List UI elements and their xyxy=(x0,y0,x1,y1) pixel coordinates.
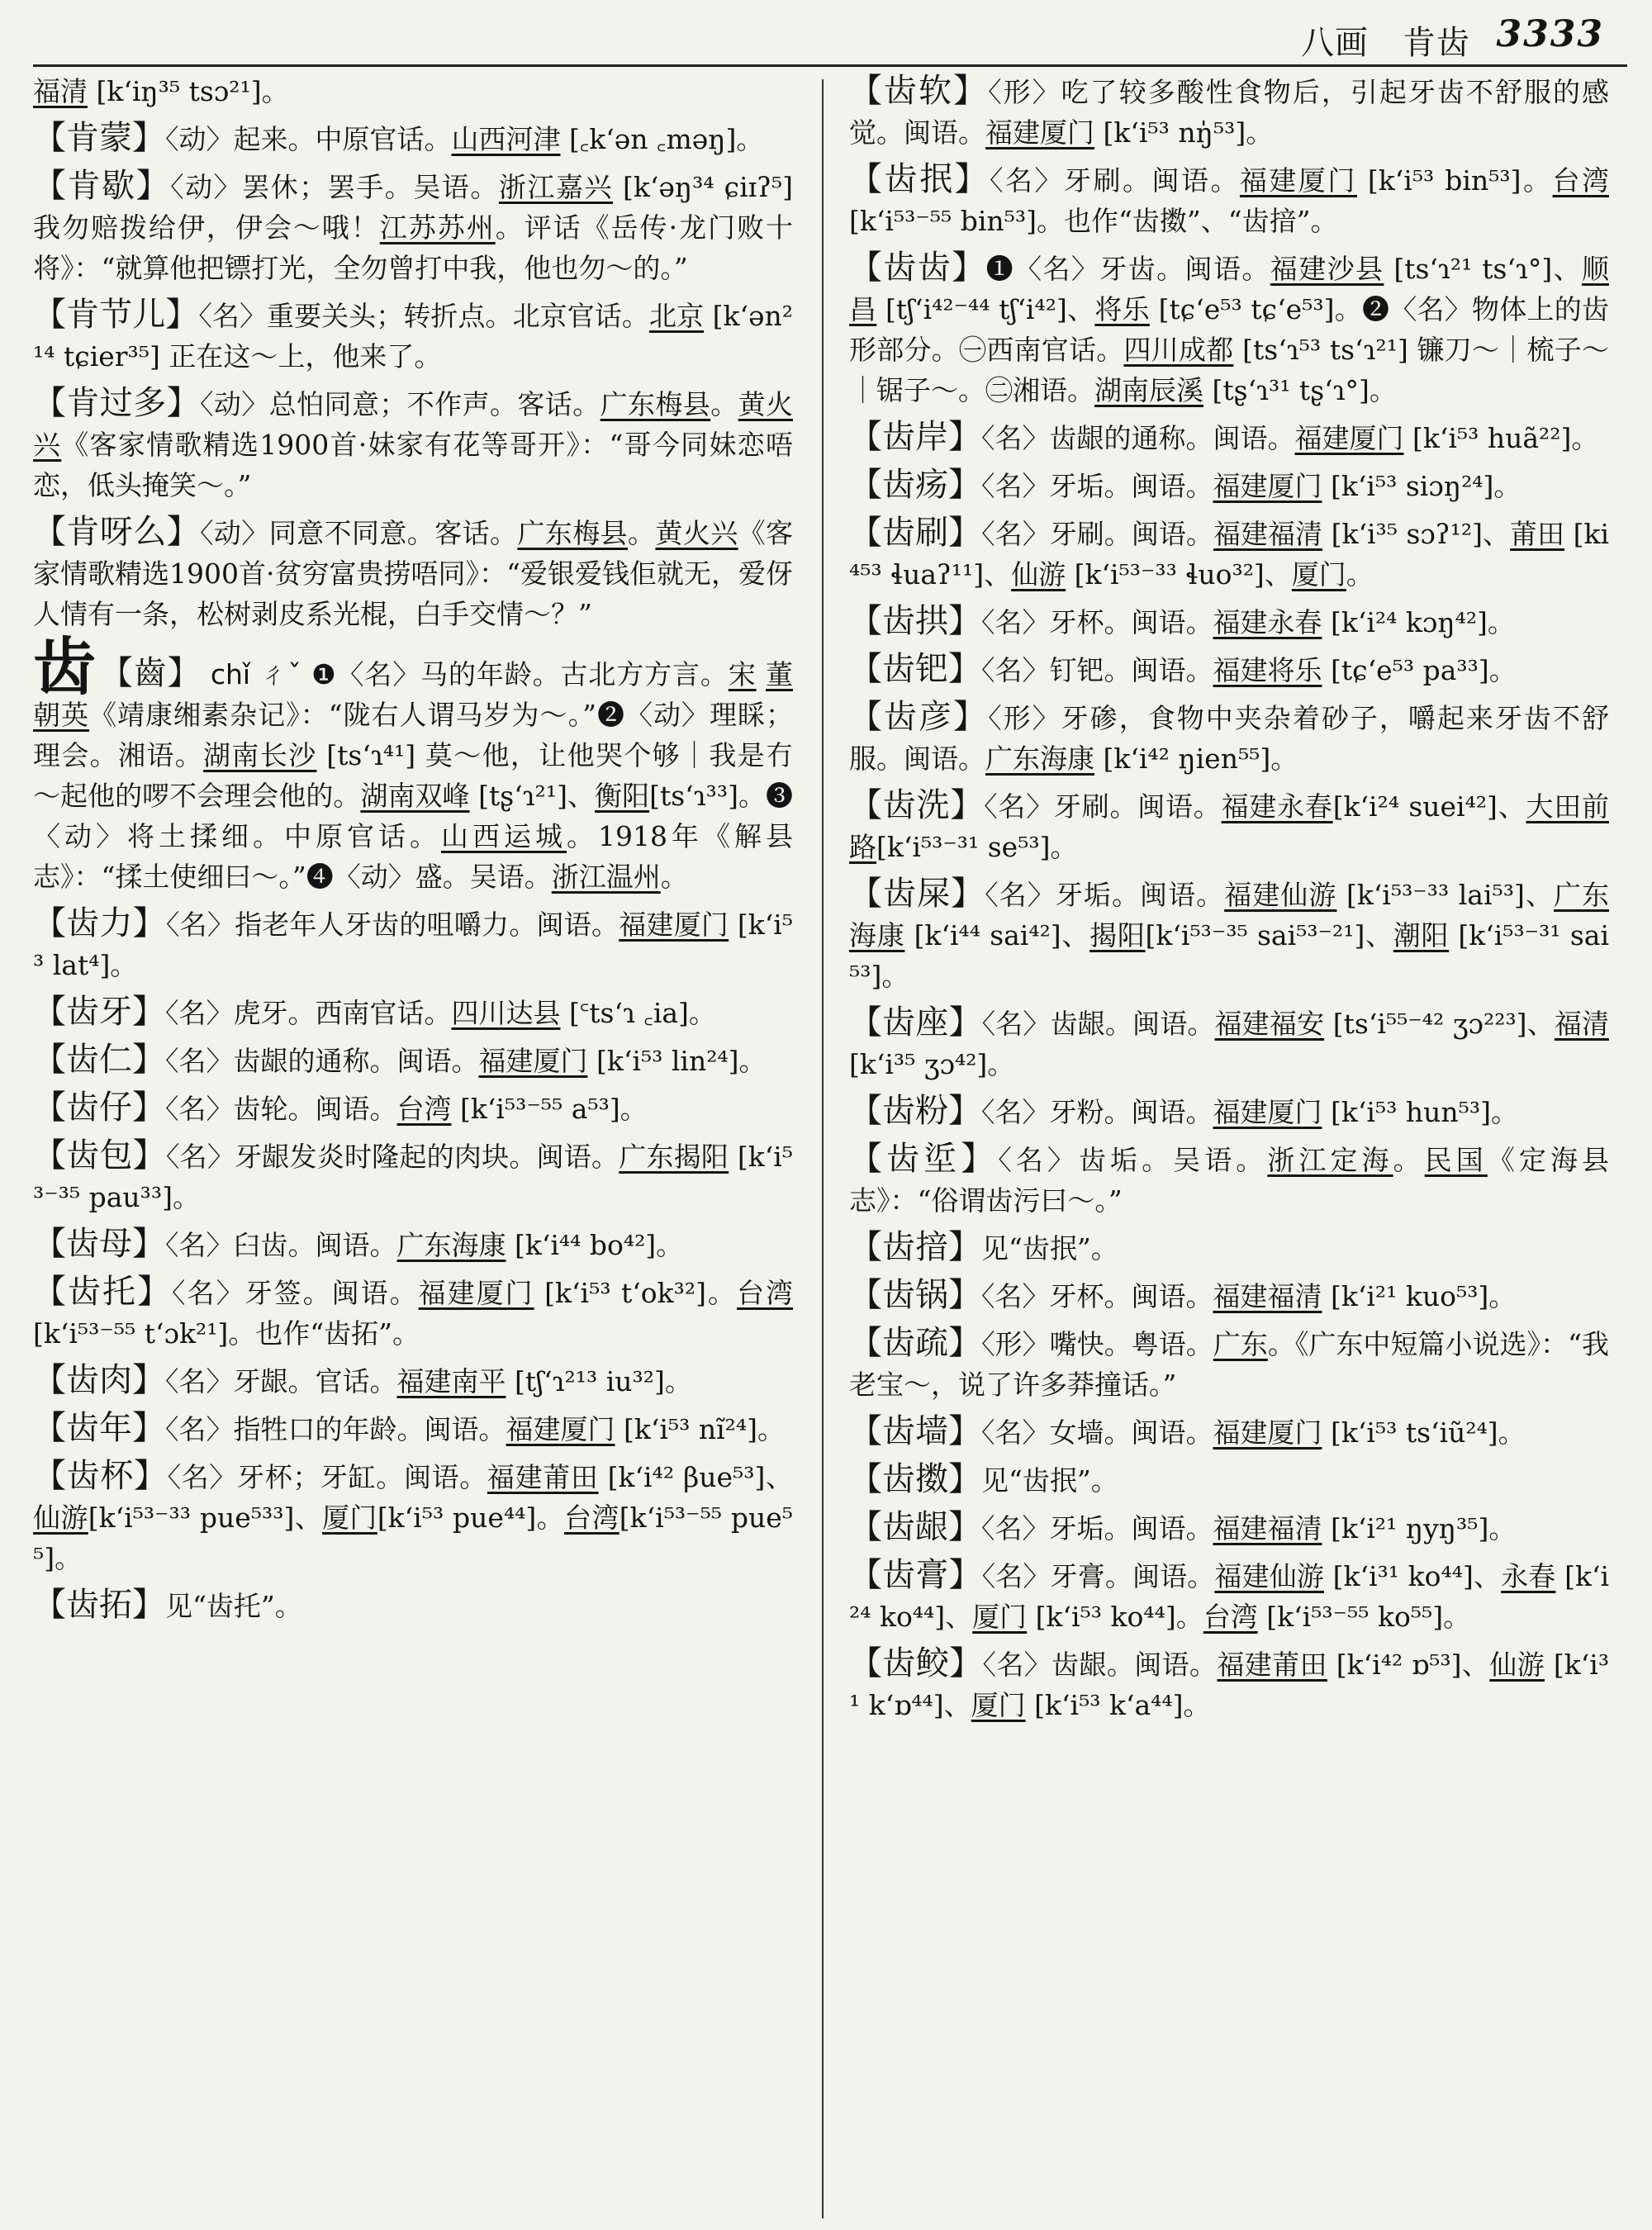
entry-text: [k‘i²⁴ ko⁴⁴]、 xyxy=(849,1560,1609,1633)
place-name: 福建福安 xyxy=(1214,1008,1325,1040)
entry-headword: 【齿拓】 xyxy=(33,1586,165,1624)
entry-text: [k‘i⁵³ k‘a⁴⁴]。 xyxy=(1025,1689,1211,1721)
place-name: 浙江嘉兴 xyxy=(498,171,614,203)
entry-headword: 【齿软】 xyxy=(849,72,989,110)
place-name: 福建福清 xyxy=(1213,1280,1322,1312)
entry-text: 。1918年《解县志》：“揉土使细曰～。”❹〈动〉盛。吴语。 xyxy=(33,820,793,893)
place-name: 福建莆田 xyxy=(1217,1649,1327,1681)
column-divider xyxy=(822,79,824,2218)
dictionary-entry xyxy=(849,1003,1609,1084)
place-name: 厦门 xyxy=(1291,558,1346,591)
place-name: 台湾 xyxy=(737,1277,793,1309)
entry-headword: 【齒】 xyxy=(99,654,202,692)
entry-text: 〈名〉牙龈。官话。 xyxy=(165,1365,397,1397)
dictionary-entry xyxy=(849,417,1609,458)
entry-headword: 【肯蒙】 xyxy=(33,119,165,157)
place-name: 四川达县 xyxy=(451,997,561,1029)
entry-headword: 【肯歇】 xyxy=(33,167,171,205)
place-name: 福建仙游 xyxy=(1224,879,1337,911)
entry-headword: 【齿洗】 xyxy=(849,786,985,824)
entry-text: 〈名〉牙杯。闽语。 xyxy=(981,1280,1213,1312)
entry-text: [tʃ‘i⁴²⁻⁴⁴ tʃ‘i⁴²]、 xyxy=(876,293,1095,325)
dictionary-entry xyxy=(849,248,1609,410)
place-name: 顺昌 xyxy=(849,253,1609,325)
dictionary-entry xyxy=(33,1088,793,1129)
entry-headword: 【肯过多】 xyxy=(33,384,201,422)
dictionary-entry xyxy=(849,785,1609,867)
entry-text: [k‘i⁴² ŋien⁵⁵]。 xyxy=(1094,743,1298,775)
entry-text: [k‘i⁴² βue⁵³]、 xyxy=(598,1461,793,1493)
place-name: 将乐 xyxy=(1094,293,1150,325)
entry-headword: 【齿仔】 xyxy=(33,1089,165,1127)
place-name: 广东海康 xyxy=(985,743,1094,775)
dictionary-entry xyxy=(33,383,793,505)
entry-text: [k‘i³¹ ko⁴⁴]、 xyxy=(1324,1560,1502,1592)
page-number: 3333 xyxy=(1496,13,1604,55)
dictionary-entry xyxy=(33,166,793,288)
place-name: 福建沙县 xyxy=(1270,253,1384,285)
entry-text: 《定海县志》：“俗谓齿污曰～。” xyxy=(849,1144,1609,1217)
place-name: 民国 xyxy=(1424,1144,1488,1176)
dictionary-entry xyxy=(33,512,793,634)
entry-headword: 【齿座】 xyxy=(849,1004,982,1041)
place-name: 大田前路 xyxy=(849,790,1609,863)
entry-text: 。 xyxy=(1346,558,1374,591)
entry-headword: 【齿母】 xyxy=(33,1225,165,1263)
dictionary-entry xyxy=(33,992,793,1033)
entry-text: 〈名〉齿龈的通称。闽语。 xyxy=(981,422,1295,454)
place-name: 广东揭阳 xyxy=(619,1141,729,1173)
entry-text: 〈名〉齿龈。闽语。 xyxy=(982,1649,1218,1681)
dictionary-entry xyxy=(33,1224,793,1265)
entry-text: 〈名〉钉钯。闽语。 xyxy=(981,654,1213,686)
entry-text: [ts‘ɿ⁵³ ts‘ɿ²¹] 镰刀～｜梳子～｜锯子～。㊁湘语。 xyxy=(849,334,1609,406)
entry-text: [k‘əŋ³⁴ ɕiɪʔ⁵] 我勿赔拨给伊，伊会～哦！ xyxy=(33,171,793,244)
entry-text: 。 xyxy=(660,861,688,893)
dictionary-entry xyxy=(849,71,1609,153)
entry-text: 《客家情歌精选1900首·妹家有花等哥开》：“哥今同妹恋唔恋，低头掩笑～。” xyxy=(33,429,793,501)
entry-text: [k‘i⁵³ ts‘iũ²⁴]。 xyxy=(1322,1416,1526,1449)
entry-text: [k‘i⁵³⁻⁵⁵ a⁵³]。 xyxy=(451,1093,648,1125)
entry-text: 〈动〉同意不同意。客话。 xyxy=(200,517,518,549)
entry-text: 〈名〉齿龈。闽语。 xyxy=(981,1008,1215,1040)
entry-text: [k‘i⁵³ lin²⁴]。 xyxy=(587,1045,767,1077)
entry-headword: 【齿抿】 xyxy=(849,160,990,198)
entry-text: 。评话《岳传·龙门败十将》：“就算他把镖打光，全勿曾打中我，他也勿～的。” xyxy=(33,211,793,284)
entry-text: 〈名〉牙刷。闽语。 xyxy=(989,164,1240,197)
entry-headword: 【齿岸】 xyxy=(849,418,981,456)
place-name: 福建厦门 xyxy=(506,1413,615,1445)
dictionary-entry xyxy=(849,649,1609,690)
entry-text: 〈形〉牙碜，食物中夹杂着砂子，嚼起来牙齿不舒服。闽语。 xyxy=(849,702,1609,775)
entry-text: 见“齿托”。 xyxy=(165,1590,302,1622)
place-name: 福建永春 xyxy=(1221,790,1333,823)
entry-text: 〈名〉牙杯；牙缸。闽语。 xyxy=(167,1461,487,1493)
page-header xyxy=(58,15,1627,64)
place-name: 福清 xyxy=(33,75,88,107)
entry-text: [k‘i²¹ kuo⁵³]。 xyxy=(1322,1280,1517,1312)
place-name: 福建仙游 xyxy=(1214,1560,1325,1592)
place-name: 山西河津 xyxy=(451,123,561,155)
entry-text: [k‘i⁵³⁻⁵⁵ pue⁵⁵]。 xyxy=(33,1502,793,1574)
entry-text: 〈名〉女墙。闽语。 xyxy=(981,1416,1213,1449)
place-name: 董朝英 xyxy=(33,658,793,731)
running-head: 八画 肯齿 xyxy=(1301,24,1470,62)
place-name: 山西运城 xyxy=(441,820,567,852)
place-name: 台湾 xyxy=(1203,1601,1258,1633)
entry-text: 《靖康缃素杂记》：“陇右人谓马岁为～。”❷〈动〉理睬；理会。湘语。 xyxy=(33,699,793,771)
entry-text: [k‘i⁵³⁻³³ lai⁵³]、 xyxy=(1336,879,1554,911)
dictionary-entry xyxy=(849,1275,1609,1317)
dictionary-entry xyxy=(849,697,1609,779)
place-name: 湖南辰溪 xyxy=(1094,374,1203,406)
entry-headword: 【齿牙】 xyxy=(33,993,165,1031)
place-name: 仙游 xyxy=(1011,558,1066,591)
entry-text: 〈名〉牙粉。闽语。 xyxy=(981,1096,1213,1128)
entry-text: [k‘i⁴² ɒ⁵³]、 xyxy=(1327,1649,1490,1681)
entry-text: [k‘i⁵³ siɔŋ²⁴]。 xyxy=(1322,470,1521,502)
place-name: 福清 xyxy=(1554,1008,1609,1040)
entry-text: 见“齿抿”。 xyxy=(981,1464,1118,1497)
entry-text: 〈名〉牙膏。闽语。 xyxy=(981,1560,1215,1592)
dictionary-entry xyxy=(849,601,1609,643)
entry-text: 〈名〉牙垢。闽语。 xyxy=(981,470,1213,502)
entry-headword: 【肯节儿】 xyxy=(33,296,199,334)
place-name: 福建厦门 xyxy=(1213,1416,1322,1449)
entry-text: 〈形〉嘴快。粤语。 xyxy=(981,1328,1213,1360)
dictionary-entry xyxy=(33,1408,793,1450)
dictionary-entry xyxy=(849,1555,1609,1637)
entry-text: 〈名〉齿轮。闽语。 xyxy=(165,1093,397,1125)
header-rule xyxy=(33,64,1627,67)
entry-text: 〈名〉指牲口的年龄。闽语。 xyxy=(165,1413,506,1445)
place-name: 北京 xyxy=(648,300,705,332)
dictionary-entry xyxy=(849,1091,1609,1132)
entry-text xyxy=(757,658,766,690)
entry-text: [k‘i⁵³⁻³¹ sai⁵³]。 xyxy=(849,919,1609,992)
entry-text: [k‘i²⁴ suei⁴²]、 xyxy=(1332,790,1526,823)
entry-text: 〈名〉牙垢。闽语。 xyxy=(981,1512,1213,1544)
entry-text: [ts‘ɿ²¹ ts‘ɿ°]、 xyxy=(1384,253,1583,285)
entry-text: 。《广东中短篇小说选》：“我老宝～，说了许多莽撞话。” xyxy=(849,1328,1609,1401)
place-name: 莆田 xyxy=(1510,518,1565,550)
entry-text: 。 xyxy=(710,388,738,420)
entry-text: [k‘i⁵³⁻³¹ se⁵³]。 xyxy=(876,831,1078,863)
place-name: 衡阳 xyxy=(595,780,650,812)
entry-headword: 【齿鲛】 xyxy=(849,1644,983,1682)
place-name: 永春 xyxy=(1501,1560,1556,1592)
entry-text: 〈名〉重要关头；转折点。北京官话。 xyxy=(198,300,649,332)
entry-text: 〈名〉牙刷。闽语。 xyxy=(981,518,1213,550)
entry-headword: 【齿墙】 xyxy=(849,1412,981,1450)
entry-text: [k‘i⁵³⁻³³ ɬuo³²]、 xyxy=(1066,558,1292,591)
entry-text: [k‘i⁵³ pue⁴⁴]。 xyxy=(377,1502,565,1534)
entry-text: 〈动〉起来。中原官话。 xyxy=(165,123,452,155)
place-name: 福建厦门 xyxy=(1239,164,1357,197)
place-name: 广东梅县 xyxy=(600,388,711,420)
entry-text: [k‘i²¹ ŋyŋ³⁵]。 xyxy=(1322,1512,1517,1544)
place-name: 揭阳 xyxy=(1089,919,1146,951)
entry-text: [k‘i⁵³⁻⁵⁵ bin⁵³]。也作“齿擞”、“齿揞”。 xyxy=(849,205,1338,237)
place-name: 仙游 xyxy=(33,1502,88,1534)
entry-text: 〈名〉齿龈的通称。闽语。 xyxy=(165,1045,479,1077)
place-name: 潮阳 xyxy=(1393,919,1450,951)
place-name: 广东梅县 xyxy=(517,517,629,549)
dictionary-entry xyxy=(33,1360,793,1402)
entry-text: [tɕ‘e⁵³ tɕ‘e⁵³]。❷〈名〉物体上的齿形部分。㊀西南官话。 xyxy=(849,293,1609,366)
entry-headword: 【齿拱】 xyxy=(849,602,981,640)
entry-text: [k‘i⁵³ nĩ²⁴]。 xyxy=(615,1413,785,1445)
place-name: 台湾 xyxy=(396,1093,452,1125)
entry-headword: 【齿垽】 xyxy=(849,1140,999,1178)
entry-text: [k‘iŋ³⁵ tsɔ²¹]。 xyxy=(88,75,289,107)
place-name: 福建南平 xyxy=(396,1365,506,1397)
dictionary-entry xyxy=(849,513,1609,595)
place-name: 福建厦门 xyxy=(1213,1096,1322,1128)
entry-headword: 【肯呀么】 xyxy=(33,513,201,551)
place-name: 湖南长沙 xyxy=(203,739,317,771)
place-name: 厦门 xyxy=(322,1502,377,1534)
entry-text: [k‘i⁵³⁻⁵⁵ ko⁵⁵]。 xyxy=(1257,1601,1471,1633)
entry-text: 。 xyxy=(628,517,656,549)
entry-headword: 【齿粉】 xyxy=(849,1092,981,1130)
dictionary-entry xyxy=(849,1459,1609,1501)
left-column xyxy=(33,71,793,2218)
entry-text: [ts‘ɿ⁴¹] 莫～他，让他哭个够｜我是冇～起他的啰不会理会他的。 xyxy=(33,739,793,812)
place-name: 厦门 xyxy=(971,1689,1026,1721)
place-name: 仙游 xyxy=(1489,1649,1545,1681)
place-name: 宋 xyxy=(728,658,757,690)
dictionary-entry xyxy=(33,630,793,897)
entry-headword: 【齿疏】 xyxy=(849,1324,982,1362)
pinyin: chǐ ㄔˇ xyxy=(201,658,312,690)
dictionary-entry xyxy=(33,1456,793,1578)
entry-text: 〈名〉指老年人牙齿的咀嚼力。闽语。 xyxy=(165,909,620,941)
place-name: 福建永春 xyxy=(1213,606,1322,638)
place-name: 福建福清 xyxy=(1213,1512,1322,1544)
entry-text: [k‘i⁵³ lat⁴]。 xyxy=(33,909,793,981)
place-name: 福建将乐 xyxy=(1213,654,1322,686)
dictionary-entry xyxy=(849,874,1609,996)
right-column xyxy=(849,71,1609,2218)
dictionary-entry xyxy=(33,118,793,159)
entry-text: [k‘i⁵³ bin⁵³]。 xyxy=(1356,164,1553,197)
place-name: 湖南双峰 xyxy=(360,780,470,812)
entry-text: [k‘i⁴⁴ bo⁴²]。 xyxy=(506,1229,684,1261)
entry-text: 〈名〉牙刷。闽语。 xyxy=(984,790,1222,823)
entry-headword: 【齿屎】 xyxy=(849,875,985,913)
place-name: 黄火兴 xyxy=(655,517,738,549)
place-name: 福建厦门 xyxy=(478,1045,588,1077)
dictionary-entry xyxy=(33,904,793,985)
entry-text: [k‘i³⁵ ʒɔ⁴²]。 xyxy=(849,1048,1015,1080)
entry-text: 《客家情歌精选1900首·贫穷富贵捞唔同》：“爱银爱钱佢就无，爱伢人情有一条，松树剥皮系光棍，白手交情～？” xyxy=(33,517,793,630)
entry-headword: 【齿钯】 xyxy=(849,650,981,688)
entry-headword: 【齿锅】 xyxy=(849,1276,981,1314)
entry-headword: 【齿揞】 xyxy=(849,1228,981,1266)
entry-text: [k‘i²⁴ kɔŋ⁴²]。 xyxy=(1322,606,1515,638)
dictionary-entry xyxy=(849,1139,1609,1221)
entry-text: [꜂ts‘ɿ ꜀ia]。 xyxy=(560,997,716,1029)
entry-text: 〈动〉罢休；罢手。吴语。 xyxy=(170,171,499,203)
entry-text: [tʃ‘ɿ²¹³ iu³²]。 xyxy=(506,1365,692,1397)
place-name: 福建厦门 xyxy=(1213,470,1322,502)
entry-headword: 【齿力】 xyxy=(33,904,166,942)
entry-text: [k‘i⁵³ nŋ̍⁵³]。 xyxy=(1094,116,1274,149)
dictionary-entry xyxy=(33,1272,793,1354)
dictionary-entry xyxy=(33,295,793,377)
entry-text: 〈名〉牙龈发炎时隆起的肉块。闽语。 xyxy=(165,1141,620,1173)
entry-headword: 【齿仁】 xyxy=(33,1041,165,1079)
place-name: 台湾 xyxy=(564,1502,620,1534)
place-name: 福建福清 xyxy=(1213,518,1323,550)
entry-text: [k‘i⁵³⁻³⁵ pau³³]。 xyxy=(33,1141,793,1213)
entry-text: [tɕ‘e⁵³ pa³³]。 xyxy=(1322,654,1517,686)
entry-headword: 【齿彦】 xyxy=(849,698,989,736)
entry-text: [k‘i³¹ k‘ɒ⁴⁴]、 xyxy=(849,1649,1609,1721)
entry-text: [k‘ən²¹⁴ tɕier³⁵] 正在这～上，他来了。 xyxy=(33,300,793,372)
dictionary-entry xyxy=(849,465,1609,506)
dictionary-entry xyxy=(849,1412,1609,1453)
entry-text: 。 xyxy=(1393,1144,1425,1176)
entry-text: 见“齿抿”。 xyxy=(981,1232,1118,1264)
place-name: 福建厦门 xyxy=(1294,422,1404,454)
entry-text: [tʂ‘ɿ³¹ tʂ‘ɿ°]。 xyxy=(1203,374,1397,406)
entry-text: ❶〈名〉牙齿。闽语。 xyxy=(985,253,1270,285)
place-name: 广东海康 xyxy=(849,879,1609,951)
place-name: 江苏苏州 xyxy=(379,211,496,244)
place-name: 福建莆田 xyxy=(487,1461,599,1493)
entry-headword: 【齿年】 xyxy=(33,1409,165,1447)
entry-text: 〈名〉牙杯。闽语。 xyxy=(981,606,1213,638)
entry-text: [k‘i⁵³ ko⁴⁴]。 xyxy=(1027,1601,1203,1633)
entry-text: 〈名〉牙垢。闽语。 xyxy=(985,879,1225,911)
entry-text: [k‘i⁴⁴ sai⁴²]、 xyxy=(904,919,1090,951)
place-name: 广东海康 xyxy=(396,1229,506,1261)
entry-headword: 【齿龈】 xyxy=(849,1508,981,1546)
entry-text: [k‘i⁵³⁻⁵⁵ t‘ɔk²¹]。也作“齿拓”。 xyxy=(33,1317,420,1350)
dictionary-entry xyxy=(33,71,793,112)
entry-text: 〈动〉总怕同意；不作声。客话。 xyxy=(200,388,601,420)
entry-headword: 【齿托】 xyxy=(33,1273,173,1311)
entry-headword: 【齿肉】 xyxy=(33,1361,165,1399)
entry-text: 〈名〉牙签。闽语。 xyxy=(172,1277,419,1309)
entry-headword: 【齿膏】 xyxy=(849,1556,982,1594)
entry-text: 〈名〉臼齿。闽语。 xyxy=(165,1229,397,1261)
entry-headword: 【齿齿】 xyxy=(849,249,986,287)
character-head: 齿 xyxy=(33,630,97,704)
dictionary-entry xyxy=(33,1585,793,1626)
entry-text: [ts‘ɿ³³]。❸〈动〉将土揉细。中原官话。 xyxy=(33,780,793,852)
place-name: 福建厦门 xyxy=(985,116,1094,149)
dictionary-entry xyxy=(849,1644,1609,1725)
entry-headword: 【齿杯】 xyxy=(33,1457,168,1495)
entry-text: [k‘i³⁵ sɔʔ¹²]、 xyxy=(1322,518,1511,550)
entry-text: [k‘i⁵³⁻³⁵ sai⁵³⁻²¹]、 xyxy=(1145,919,1393,951)
place-name: 台湾 xyxy=(1552,164,1609,197)
place-name: 广东 xyxy=(1213,1328,1268,1360)
entry-text: [ts‘i⁵⁵⁻⁴² ʒɔ²²³]、 xyxy=(1324,1008,1555,1040)
entry-text: [tʂ‘ɿ²¹]、 xyxy=(469,780,596,812)
entry-headword: 【齿擞】 xyxy=(849,1460,981,1498)
dictionary-entry xyxy=(849,1507,1609,1549)
place-name: 黄火兴 xyxy=(33,388,793,461)
entry-text: 〈名〉虎牙。西南官话。 xyxy=(165,997,452,1029)
entry-text: [k‘i⁵³⁻³³ pue⁵³³]、 xyxy=(88,1502,323,1534)
place-name: 浙江温州 xyxy=(551,861,661,893)
dictionary-entry xyxy=(849,1227,1609,1269)
dictionary-entry xyxy=(33,1136,793,1217)
place-name: 厦门 xyxy=(972,1601,1028,1633)
entry-text: 〈形〉吃了较多酸性食物后，引起牙齿不舒服的感觉。闽语。 xyxy=(849,76,1609,149)
place-name: 四川成都 xyxy=(1123,334,1234,366)
dictionary-entry xyxy=(33,1040,793,1081)
entry-text: ❶〈名〉马的年龄。古北方方言。 xyxy=(311,658,729,690)
dictionary-entry xyxy=(849,1323,1609,1405)
entry-headword: 【齿刷】 xyxy=(849,514,982,552)
entry-text: [k‘i⁵³ hun⁵³]。 xyxy=(1322,1096,1518,1128)
entry-headword: 【齿包】 xyxy=(33,1136,166,1174)
entry-text: [ki⁴⁵³ ɬuaʔ¹¹]、 xyxy=(849,518,1609,591)
place-name: 浙江定海 xyxy=(1267,1144,1393,1176)
entry-text: [k‘i⁵³ t‘ok³²]。 xyxy=(534,1277,738,1309)
entry-text: [k‘i⁵³ huã²²]。 xyxy=(1403,422,1599,454)
entry-headword: 【齿疡】 xyxy=(849,466,981,504)
place-name: 福建厦门 xyxy=(619,909,729,941)
entry-text: [꜀k‘ən ꜀məŋ]。 xyxy=(560,123,764,155)
dictionary-entry xyxy=(849,159,1609,241)
entry-text: 〈名〉齿垢。吴语。 xyxy=(998,1144,1268,1176)
place-name: 福建厦门 xyxy=(418,1277,534,1309)
